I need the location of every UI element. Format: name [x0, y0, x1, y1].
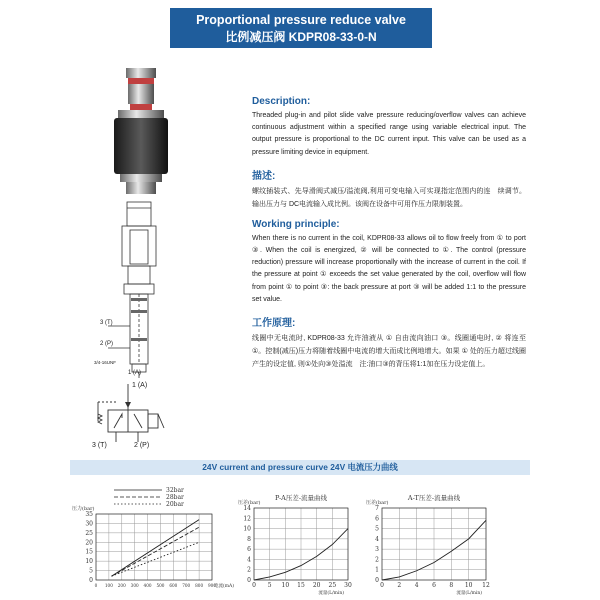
- principle-cn-text: 线圈中无电流时, KDPR08-33 允许油液从 ① 自由流向油口 ③。线圈通电时, ② 将连至①。控制(减压)压力将随着线圈中电流的增大而成比例地增大。如果 ① 处的压力超过线圈产生的设定值, 则①处向③处溢流 注:油口③的背压将1:1加在压力设定值上。: [252, 335, 526, 369]
- x-tick-label: 0: [94, 583, 98, 588]
- y-tick-label: 3: [375, 546, 379, 554]
- current-pressure-chart: [70, 482, 235, 594]
- x-tick-label: 10: [281, 582, 290, 589]
- x-tick-label: 20: [312, 582, 321, 589]
- y-tick-label: 5: [89, 567, 93, 575]
- y-tick-label: 6: [247, 546, 251, 554]
- hydraulic-symbol: [88, 380, 198, 460]
- y-tick-label: 6: [375, 515, 379, 523]
- y-tick-label: 4: [375, 535, 379, 543]
- chart-title: P-A压差-流量曲线: [274, 494, 328, 502]
- chart-svg: [364, 490, 494, 594]
- y-tick-label: 7: [375, 505, 379, 512]
- valve-sectional-drawing: [94, 198, 186, 380]
- drawing-port2-label: 2 (P): [100, 341, 114, 347]
- chart-svg: [236, 490, 356, 594]
- x-tick-label: 600: [169, 583, 178, 588]
- x-tick-label: 300: [130, 583, 139, 588]
- description-text: Threaded plug-in and pilot slide valve pressure reducing/overflow valves can achieve continuous adjustment within a specified range using variable electrical input. The output pressure is proportional to the DC current input. This valve can be used as a pressure limiting device in equipment.: [252, 112, 526, 156]
- description-cn-heading: 描述:: [252, 170, 276, 182]
- x-tick-label: 4: [414, 582, 419, 589]
- series-line: [111, 542, 199, 576]
- x-tick-label: 5: [267, 582, 272, 589]
- symbol-port2-label: 2 (P): [134, 442, 150, 449]
- x-tick-label: 2: [397, 582, 402, 589]
- y-tick-label: 15: [85, 548, 93, 556]
- title-english: Proportional pressure reduce valve: [196, 13, 406, 27]
- legend-label: 32bar: [166, 487, 184, 494]
- symbol-port1-label: 1 (A): [132, 382, 148, 389]
- description-heading: Description:: [252, 96, 311, 107]
- principle-heading: Working principle:: [252, 218, 340, 230]
- y-tick-label: 25: [85, 529, 93, 537]
- x-tick-label: 0: [252, 582, 256, 589]
- x-tick-label: 25: [328, 582, 337, 589]
- y-axis-label: 压力(bar): [72, 506, 95, 512]
- y-tick-label: 1: [375, 566, 379, 574]
- y-tick-label: 4: [247, 556, 251, 564]
- series-line: [111, 520, 199, 577]
- x-tick-label: 800: [195, 583, 204, 588]
- x-tick-label: 100: [104, 583, 113, 588]
- x-axis-label: 电流(mA): [214, 584, 235, 589]
- y-tick-label: 0: [375, 577, 379, 584]
- drawing-port1-label: 1 (A): [128, 370, 142, 376]
- y-tick-label: 20: [85, 539, 93, 547]
- y-tick-label: 0: [247, 577, 251, 584]
- y-tick-label: 35: [85, 511, 93, 518]
- title-chinese: 比例减压阀 KDPR08-33-0-N: [225, 30, 377, 44]
- x-tick-label: 500: [156, 583, 165, 588]
- x-tick-label: 30: [344, 582, 352, 589]
- drawing-port3-label: 3 (T): [100, 320, 113, 326]
- valve-photo: [104, 66, 182, 196]
- legend-label: 20bar: [166, 501, 184, 508]
- symbol-port3-label: 3 (T): [92, 442, 107, 449]
- y-tick-label: 14: [243, 505, 251, 512]
- x-tick-label: 700: [182, 583, 191, 588]
- description-cn-text: 螺纹插装式、先导滑阀式减压/溢流阀,利用可变电输入可实现指定范围内的连 续调节。输出压力与 DC电流输入成比例。该阀在设备中可用作压力限制装置。: [252, 187, 526, 208]
- y-axis-label: 压差(bar): [238, 500, 261, 506]
- y-tick-label: 30: [85, 520, 93, 528]
- y-tick-label: 10: [85, 558, 93, 566]
- chart-svg: [70, 482, 235, 594]
- at-flow-chart: [364, 490, 494, 594]
- x-tick-label: 15: [297, 582, 305, 589]
- legend-label: 28bar: [166, 494, 184, 501]
- y-tick-label: 10: [243, 525, 251, 533]
- pa-flow-chart: [236, 490, 356, 594]
- x-tick-label: 900: [208, 583, 216, 588]
- y-tick-label: 2: [375, 556, 379, 564]
- x-tick-label: 12: [482, 582, 490, 589]
- y-axis-label: 压差(bar): [366, 500, 389, 506]
- principle-cn-heading: 工作原理:: [252, 318, 296, 330]
- x-axis-label: 流量(L/min): [318, 591, 344, 596]
- x-tick-label: 10: [464, 582, 473, 589]
- x-tick-label: 8: [449, 582, 454, 589]
- plot-frame: [96, 514, 212, 580]
- x-tick-label: 400: [143, 583, 152, 588]
- x-tick-label: 200: [117, 583, 126, 588]
- x-tick-label: 6: [432, 582, 436, 589]
- y-tick-label: 8: [247, 535, 251, 543]
- x-tick-label: 0: [380, 582, 384, 589]
- chart-title: A-T压差-流量曲线: [407, 494, 461, 502]
- curve-section-title: 24V current and pressure curve 24V 电流压力曲线: [70, 460, 530, 475]
- drawing-thread-label: 3/4-16UNF: [94, 360, 117, 365]
- y-tick-label: 2: [247, 566, 251, 574]
- description-column: [252, 96, 526, 379]
- x-axis-label: 流量(L/min): [456, 591, 482, 596]
- y-tick-label: 0: [89, 577, 93, 584]
- y-tick-label: 5: [375, 525, 379, 533]
- y-tick-label: 12: [243, 515, 251, 523]
- principle-text: When there is no current in the coil, KDPR08-33 allows oil to flow freely from ① to port ③. When the coil is energized, ② will be connected to ①. The control (pressure reduction) pressure will increase proportionally with the increase of current in the coil. If the pressure at point ① exceeds the set value generated by the coil, overflow will flow from point ① to point ③: the back pressure at port ③ will be added 1:1 to the pressure set value.: [252, 234, 526, 303]
- title-banner: [170, 8, 432, 48]
